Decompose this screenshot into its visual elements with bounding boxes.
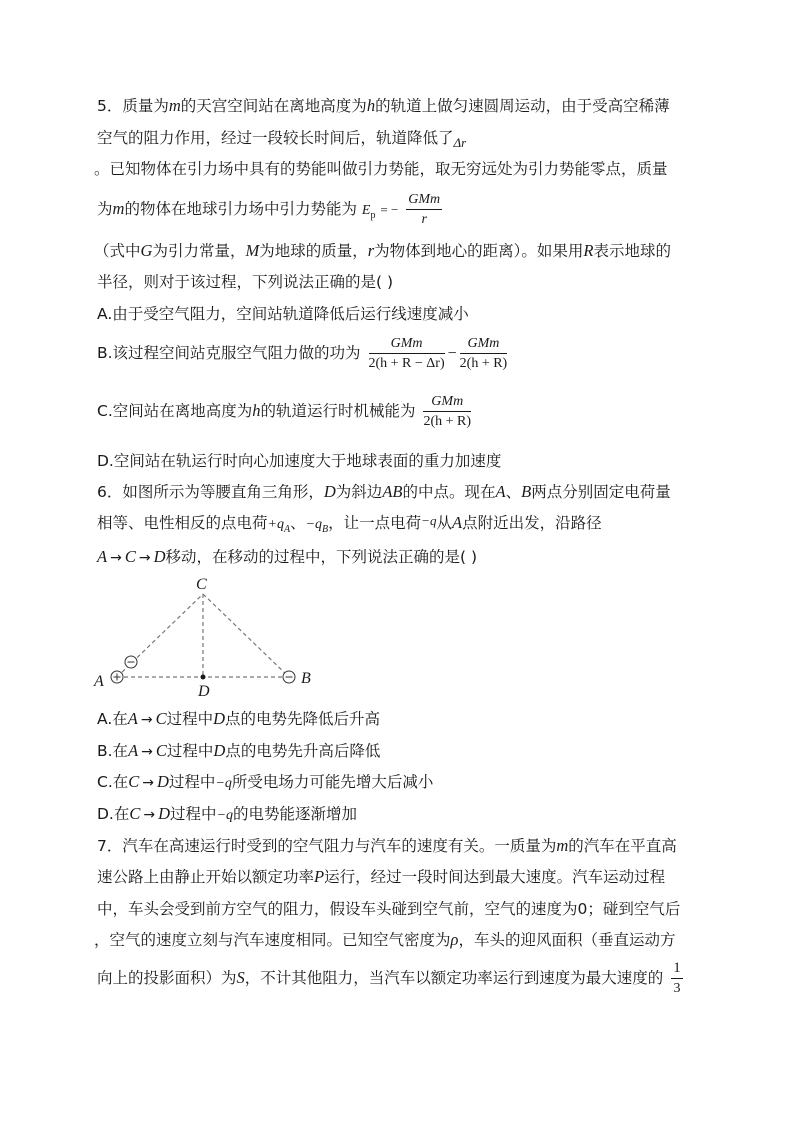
label-B: B — [301, 670, 311, 687]
text: ，不计其他阻力，当汽车以额定功率运行到速度为最大速度的 — [244, 969, 664, 987]
text: 中，车头会受到前方空气的阻力，假设车头碰到空气前，空气的速度为0；碰到空气后 — [97, 900, 681, 918]
var-minus-q: −q — [216, 808, 234, 823]
sub-B: B — [322, 524, 329, 535]
var-D: D — [323, 482, 336, 501]
negative-charge-B — [283, 671, 295, 683]
var-C: C — [129, 804, 141, 823]
text: 为引力常量， — [152, 242, 246, 260]
q5-line-1 — [97, 95, 670, 117]
var-D: D — [213, 709, 226, 728]
point-D — [201, 675, 206, 680]
text: 表示地球的 — [593, 242, 672, 260]
text: 运行，经过一段时间达到最大速度。汽车运动过程 — [324, 868, 666, 886]
text: 、 — [505, 483, 522, 501]
var-A: A — [495, 482, 506, 501]
var-A: A — [97, 547, 108, 566]
q5-line-6 — [97, 271, 393, 293]
q5-option-d — [97, 450, 501, 472]
text: 6．如图所示为等腰直角三角形， — [97, 483, 324, 501]
q6-option-a — [97, 708, 380, 731]
minus: − — [447, 345, 457, 362]
text: 为地球的质量， — [259, 242, 368, 260]
fraction-c — [423, 393, 471, 430]
q6-line-1 — [97, 481, 671, 503]
sub-p: p — [370, 210, 376, 221]
frac-numerator: GMm — [406, 191, 442, 210]
q7-line-2 — [97, 866, 665, 888]
frac-numerator: GMm — [423, 393, 471, 412]
text: 两点分别固定电荷量 — [531, 483, 671, 501]
var-B: B — [521, 482, 532, 501]
fraction-b2 — [460, 335, 508, 372]
text: 过程中 — [166, 742, 214, 760]
var-D: D — [153, 547, 166, 566]
var-R: R — [583, 241, 594, 260]
text: 点附近出发，沿路径 — [462, 514, 602, 532]
text: （式中 — [94, 242, 141, 260]
var-P: P — [314, 867, 325, 886]
var-qA: +q — [267, 517, 284, 532]
arrow: → — [140, 712, 153, 728]
frac-numerator: 1 — [671, 960, 683, 979]
q5-line-4 — [97, 189, 445, 236]
text: 速公路上由静止开始以额定功率 — [97, 868, 315, 886]
var-D: D — [157, 772, 169, 791]
q5-option-c — [97, 391, 474, 431]
sub-A: A — [283, 524, 291, 535]
side-CB — [203, 594, 289, 677]
text: 的轨道上做匀速圆周运动，由于受高空稀薄 — [375, 97, 670, 115]
fraction-b1 — [369, 335, 445, 372]
var-M: M — [245, 241, 260, 260]
text: 5．质量为 — [97, 97, 169, 115]
var-C: C — [155, 741, 167, 760]
label-C: C — [196, 576, 207, 593]
text: 为物体到地心的距离）。如果用 — [374, 242, 584, 260]
text: 半径，则对于该过程，下列说法正确的是( ) — [97, 273, 394, 291]
var-qB: −q — [305, 517, 323, 532]
var-r: r — [367, 241, 375, 260]
text: C.在 — [97, 773, 129, 791]
var-m: m — [556, 836, 569, 855]
text: 的中点。现在 — [402, 483, 496, 501]
text: A.由于受空气阻力，空间站轨道降低后运行线速度减小 — [97, 305, 469, 323]
q6-option-c — [97, 771, 433, 795]
text: D.在 — [97, 805, 130, 823]
var-D: D — [213, 741, 226, 760]
label-A: A — [94, 673, 104, 690]
q7-line-4 — [94, 929, 675, 951]
text: 的汽车在平直高 — [568, 837, 677, 855]
arrow: → — [143, 807, 156, 823]
fraction-one-third — [671, 960, 683, 997]
text: B.在 — [97, 742, 129, 760]
q7-line-5 — [97, 958, 686, 998]
text: 过程中 — [168, 773, 216, 791]
var-A: A — [451, 513, 463, 532]
var-m: m — [168, 96, 181, 115]
q6-line-3 — [97, 546, 477, 569]
text: 的电势能逐渐增加 — [233, 805, 358, 823]
q7-line-3 — [97, 898, 680, 920]
text: 空气的阻力作用，经过一段较长时间后，轨道降低了 — [97, 129, 454, 147]
arrow: → — [110, 550, 122, 566]
text: C.空间站在离地高度为 — [97, 402, 253, 420]
frac-denominator: 2(h + R − Δr) — [368, 356, 445, 371]
triangle-figure — [90, 572, 330, 702]
q5-line-5 — [94, 240, 671, 262]
arrow: → — [138, 550, 151, 566]
text: 为 — [97, 200, 113, 218]
text: 向上的投影面积）为 — [97, 969, 237, 987]
var-m: m — [112, 199, 125, 218]
arrow: → — [141, 744, 153, 760]
positive-charge-A — [111, 671, 123, 683]
q6-line-2 — [97, 512, 602, 541]
text: 的轨道运行时机械能为 — [260, 402, 416, 420]
text: D.空间站在轨运行时向心加速度大于地球表面的重力加速度 — [97, 452, 502, 470]
q5-option-a — [97, 303, 469, 325]
var-A: A — [127, 709, 138, 728]
text: 过程中 — [166, 710, 214, 728]
var-minus-q: −q — [215, 776, 232, 791]
var-C: C — [155, 709, 167, 728]
text: 过程中 — [170, 805, 217, 823]
frac-denominator: 2(h + R) — [423, 414, 472, 429]
q5-line-3 — [94, 158, 668, 180]
frac-denominator: 2(h + R) — [459, 356, 508, 371]
arrow: → — [142, 775, 154, 791]
text: A.在 — [97, 710, 128, 728]
text: 相等、电性相反的点电荷 — [97, 514, 268, 532]
text: 点的电势先升高后降低 — [225, 742, 381, 760]
q6-option-b — [97, 740, 380, 763]
text: 从 — [436, 514, 452, 532]
equals-minus: = − — [380, 202, 399, 217]
var-C: C — [128, 772, 140, 791]
q5-line-2 — [97, 127, 466, 150]
text: 移动，在移动的过程中，下列说法正确的是( ) — [165, 548, 478, 566]
q7-line-1 — [97, 835, 677, 857]
var-rho: ρ — [450, 930, 459, 949]
text: 、 — [290, 514, 306, 532]
text: 的天宫空间站在离地高度为 — [180, 97, 367, 115]
var-delta-r: Δr — [453, 135, 467, 150]
frac-denominator: r — [421, 212, 427, 227]
text: ，空气的速度立刻与汽车速度相同。已知空气密度为 — [94, 931, 451, 949]
var-minus-q: −q — [421, 513, 437, 528]
frac-numerator: GMm — [369, 335, 445, 354]
test-charge — [125, 656, 137, 668]
text: 7．汽车在高速运行时受到的空气阻力与汽车的速度有关。一质量为 — [97, 837, 557, 855]
text: ，让一点电荷 — [328, 514, 422, 532]
var-ep: E — [361, 203, 371, 218]
text: 所受电场力可能先增大后减小 — [231, 773, 434, 791]
q5-option-b — [97, 333, 510, 374]
text: 为斜边 — [335, 483, 383, 501]
var-D: D — [158, 804, 171, 823]
text: 。已知物体在引力场中具有的势能叫做引力势能，取无穷远处为引力势能零点，质量 — [94, 160, 668, 178]
text: 点的电势先降低后升高 — [225, 710, 381, 728]
var-C: C — [124, 547, 136, 566]
var-G: G — [140, 241, 153, 260]
var-AB: AB — [382, 482, 403, 501]
fraction-ep — [406, 191, 442, 228]
text: B.该过程空间站克服空气阻力做的功为 — [97, 344, 361, 362]
var-h: h — [366, 96, 376, 115]
var-h: h — [252, 401, 261, 420]
var-S: S — [236, 968, 245, 987]
q6-option-d — [97, 803, 357, 827]
text: ，车头的迎风面积（垂直运动方 — [458, 931, 676, 949]
var-A: A — [128, 741, 139, 760]
frac-denominator: 3 — [673, 981, 681, 996]
text: 的物体在地球引力场中引力势能为 — [124, 200, 357, 218]
label-D: D — [198, 683, 210, 700]
frac-numerator: GMm — [460, 335, 508, 354]
